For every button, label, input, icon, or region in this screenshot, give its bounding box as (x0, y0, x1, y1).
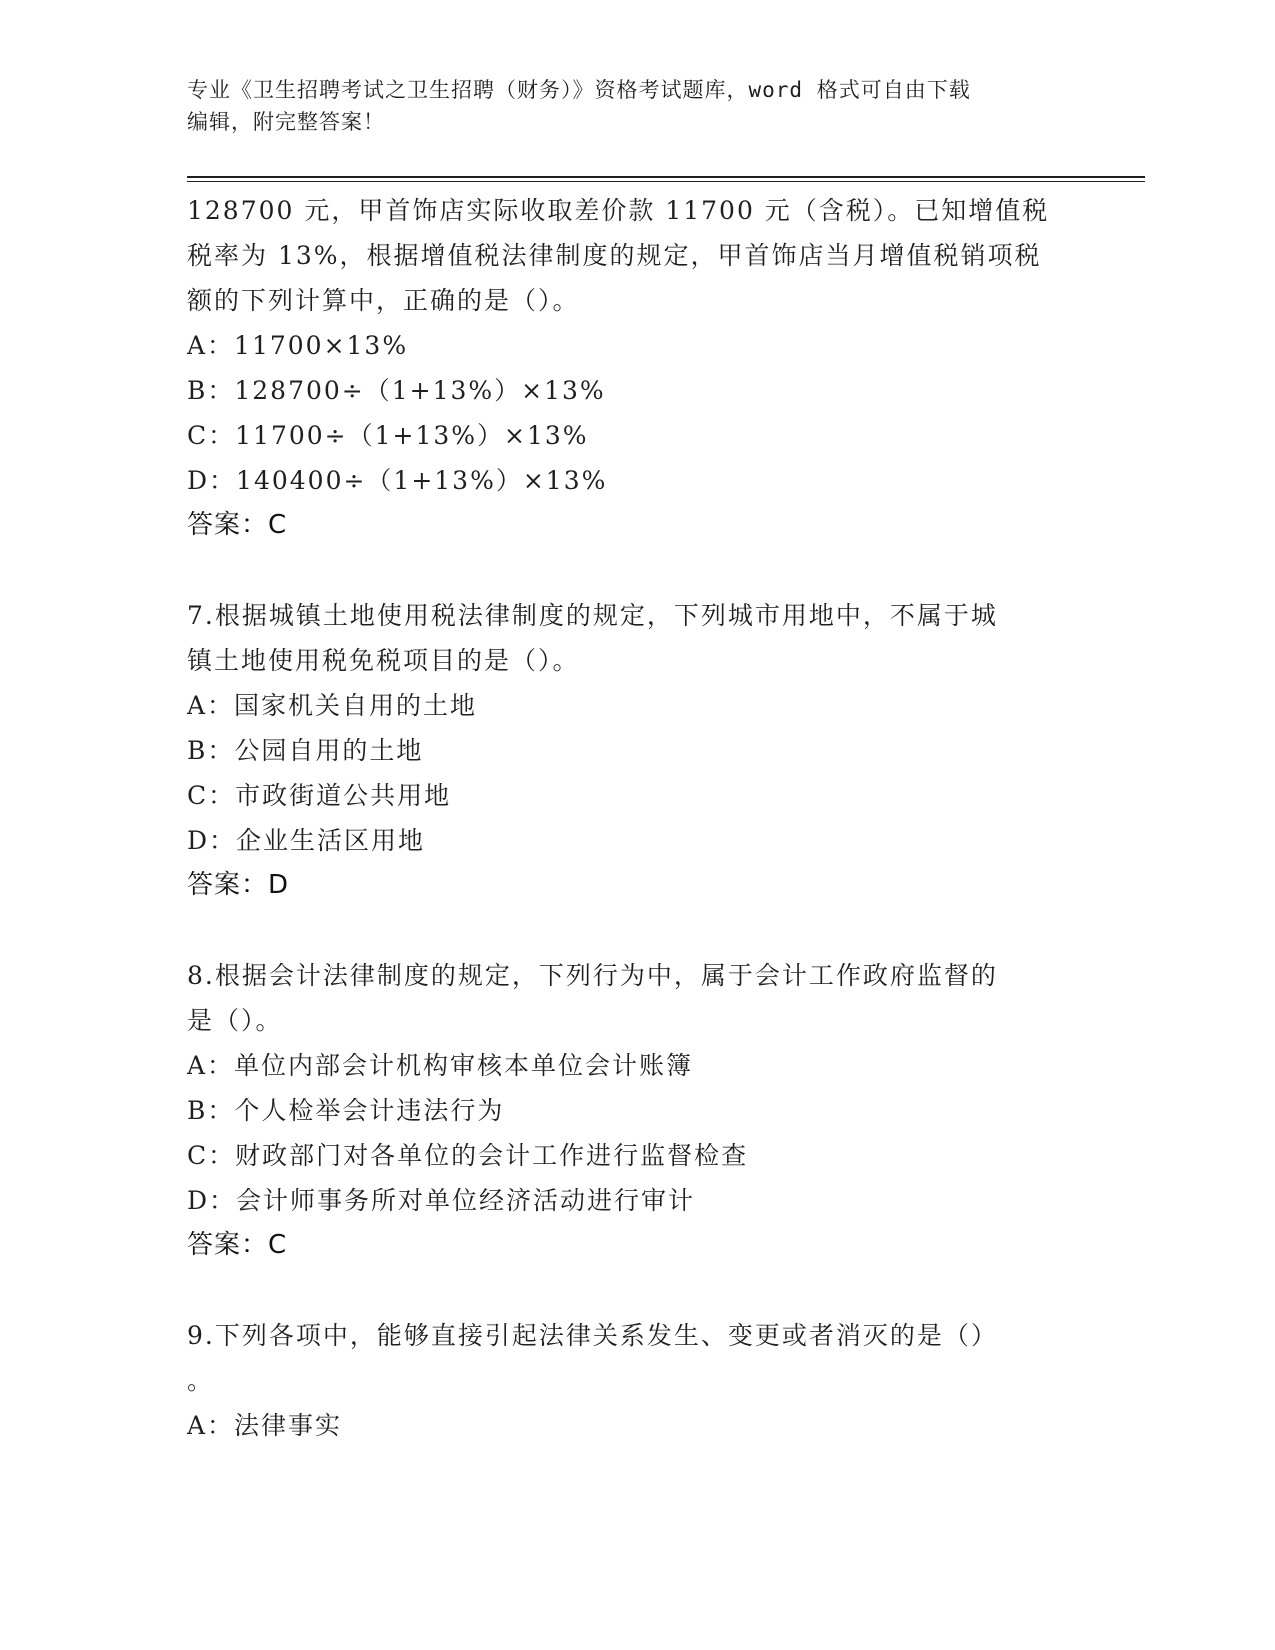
header-divider-thin (187, 181, 1145, 182)
option-a: A：11700×13% (187, 331, 409, 360)
answer-label: 答案：D (187, 870, 290, 900)
document-header (187, 74, 1087, 138)
question-text-line: 128700 元，甲首饰店实际收取差价款 11700 元（含税）。已知增值税 (187, 196, 1050, 225)
spacer (187, 908, 1087, 953)
option-d: D：会计师事务所对单位经济活动进行审计 (187, 1186, 696, 1215)
question-text-line: 8.根据会计法律制度的规定，下列行为中，属于会计工作政府监督的 (187, 961, 998, 990)
option-d: D：企业生活区用地 (187, 826, 426, 855)
question-6 (187, 188, 1087, 548)
question-text-line: 是（）。 (187, 1006, 283, 1035)
question-8 (187, 953, 1087, 1268)
option-d: D：140400÷（1+13%）×13% (187, 466, 608, 495)
spacer (187, 1268, 1087, 1313)
option-c: C：财政部门对各单位的会计工作进行监督检查 (187, 1141, 749, 1170)
option-c: C：11700÷（1+13%）×13% (187, 421, 589, 450)
header-line-1: 专业《卫生招聘考试之卫生招聘（财务）》资格考试题库，word 格式可自由下载 (187, 78, 971, 102)
spacer (187, 548, 1087, 593)
option-a: A：国家机关自用的土地 (187, 691, 478, 720)
option-b: B：128700÷（1+13%）×13% (187, 376, 606, 405)
question-text-line: 9.下列各项中，能够直接引起法律关系发生、变更或者消灭的是（） (187, 1321, 998, 1350)
answer-label: 答案：C (187, 510, 288, 540)
header-divider-thick (187, 176, 1145, 178)
question-text-line: 。 (187, 1366, 215, 1395)
option-a: A：单位内部会计机构审核本单位会计账簿 (187, 1051, 694, 1080)
question-text-line: 7.根据城镇土地使用税法律制度的规定，下列城市用地中，不属于城 (187, 601, 998, 630)
question-text-line: 镇土地使用税免税项目的是（）。 (187, 646, 580, 675)
question-9 (187, 1313, 1087, 1448)
option-b: B：个人检举会计违法行为 (187, 1096, 505, 1125)
question-content (187, 188, 1087, 1448)
option-a: A：法律事实 (187, 1411, 343, 1440)
header-line-2: 编辑，附完整答案！ (187, 110, 385, 134)
option-b: B：公园自用的土地 (187, 736, 424, 765)
question-7 (187, 593, 1087, 908)
question-text-line: 税率为 13%，根据增值税法律制度的规定，甲首饰店当月增值税销项税 (187, 241, 1042, 270)
answer-label: 答案：C (187, 1230, 288, 1260)
question-text-line: 额的下列计算中，正确的是（）。 (187, 286, 580, 315)
option-c: C：市政街道公共用地 (187, 781, 452, 810)
